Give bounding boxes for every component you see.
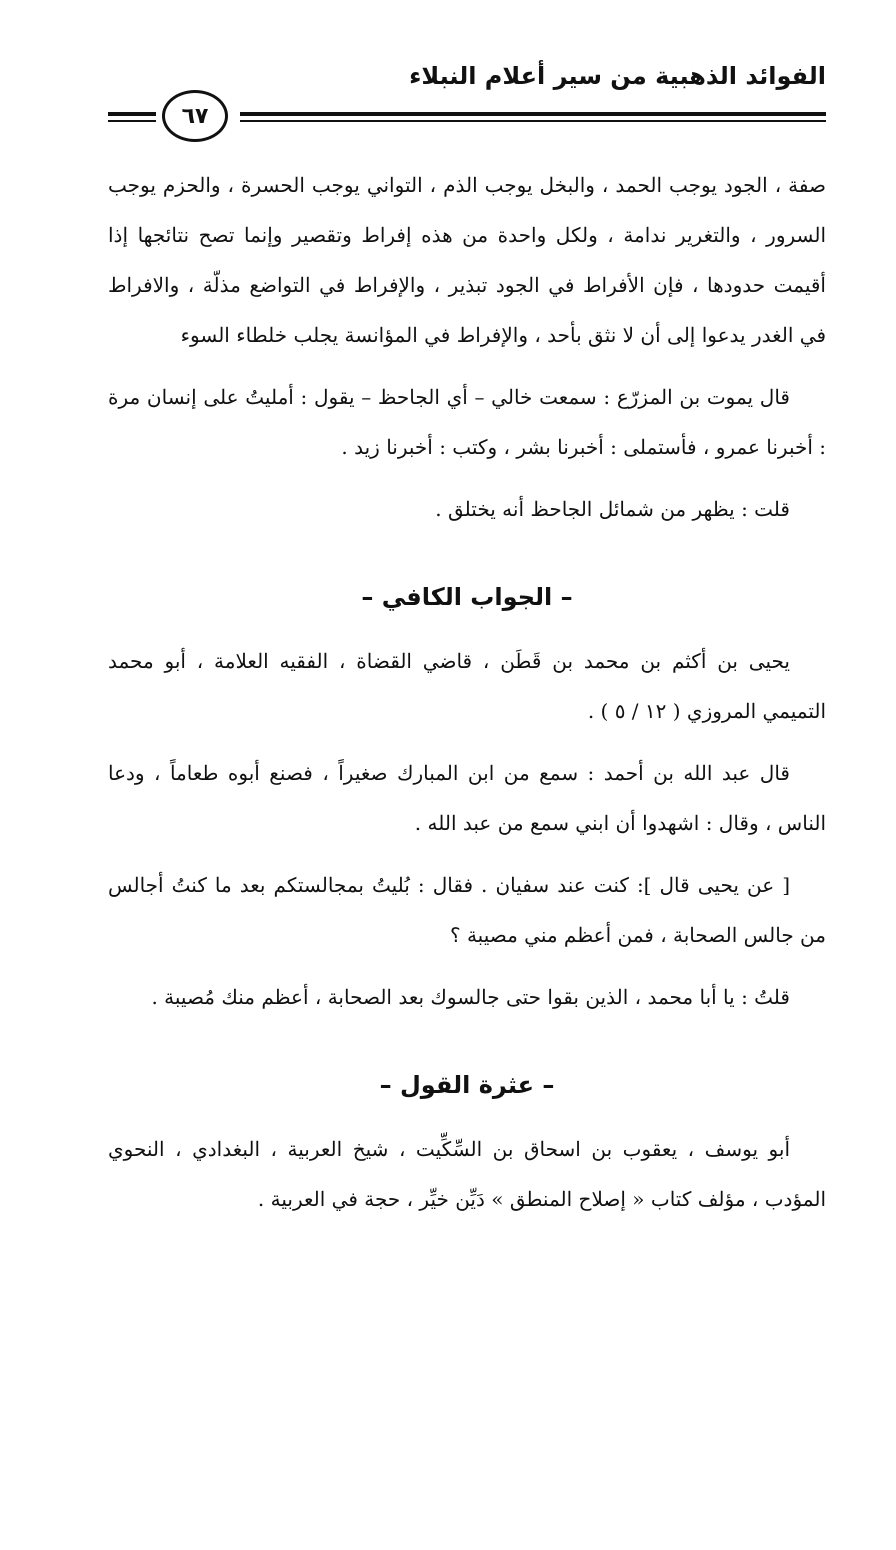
page-number: ٦٧ [162,90,228,142]
paragraph-7: قلتُ : يا أبا محمد ، الذين بقوا حتى جالسوك بعد الصحابة ، أعظم منك مُصيبة . [151,985,790,1009]
paragraph-2: قال يموت بن المزرّع : سمعت خالي – أي الجاحظ – يقول : أمليتُ على إنسان مرة : أخبرنا عمرو ، فأستملى : أخبرنا بشر ، وكتب : أخبرنا زيد . [108,385,826,459]
header-rule-thick [240,112,826,116]
page-body [108,160,826,1236]
paragraph-3: قلت : يظهر من شمائل الجاحظ أنه يختلق . [435,497,790,521]
paragraph-6: [ عن يحيى قال ]: كنت عند سفيان . فقال : بُليتُ بمجالستكم بعد ما كنتُ أجالس من جالس الصحابة ، فمن أعظم مني مصيبة ؟ [108,873,826,947]
header-rule-left-thin [108,120,156,122]
running-title: الفوائد الذهبية من سير أعلام النبلاء [409,62,826,90]
section-heading-2: – عثرة القول – [379,1071,555,1099]
page-header [108,60,826,140]
paragraph-5: قال عبد الله بن أحمد : سمع من ابن المبارك صغيراً ، فصنع أبوه طعاماً ، ودعا الناس ، وقال : اشهدوا أن ابني سمع من عبد الله . [108,761,826,835]
paragraph-1: صفة ، الجود يوجب الحمد ، والبخل يوجب الذم ، التواني يوجب الحسرة ، والحزم يوجب السرور ، والتغرير ندامة ، ولكل واحدة من هذه إفراط وتقصير وإنما تصح نتائجها إذا أقيمت حدودها ، فإن الأفراط في الجود تبذير ، والإفراط في التواضع مذلّة ، والافراط في الغدر يدعوا إلى أن لا نثق بأحد ، والإفراط في المؤانسة يجلب خلطاء السوء [108,173,826,347]
section-heading-1: – الجواب الكافي – [361,583,573,611]
paragraph-8: أبو يوسف ، يعقوب بن اسحاق بن السِّكِّيت ، شيخ العربية ، البغدادي ، النحوي المؤدب ، مؤلف كتاب « إصلاح المنطق » دَيِّن خيِّر ، حجة في العربية . [108,1137,826,1211]
header-rule-left-thick [108,112,156,116]
header-rule-thin [240,120,826,122]
paragraph-4: يحيى بن أكثم بن محمد بن قَطَن ، قاضي القضاة ، الفقيه العلامة ، أبو محمد التميمي المروزي ( ١٢ / ٥ ) . [108,649,826,723]
